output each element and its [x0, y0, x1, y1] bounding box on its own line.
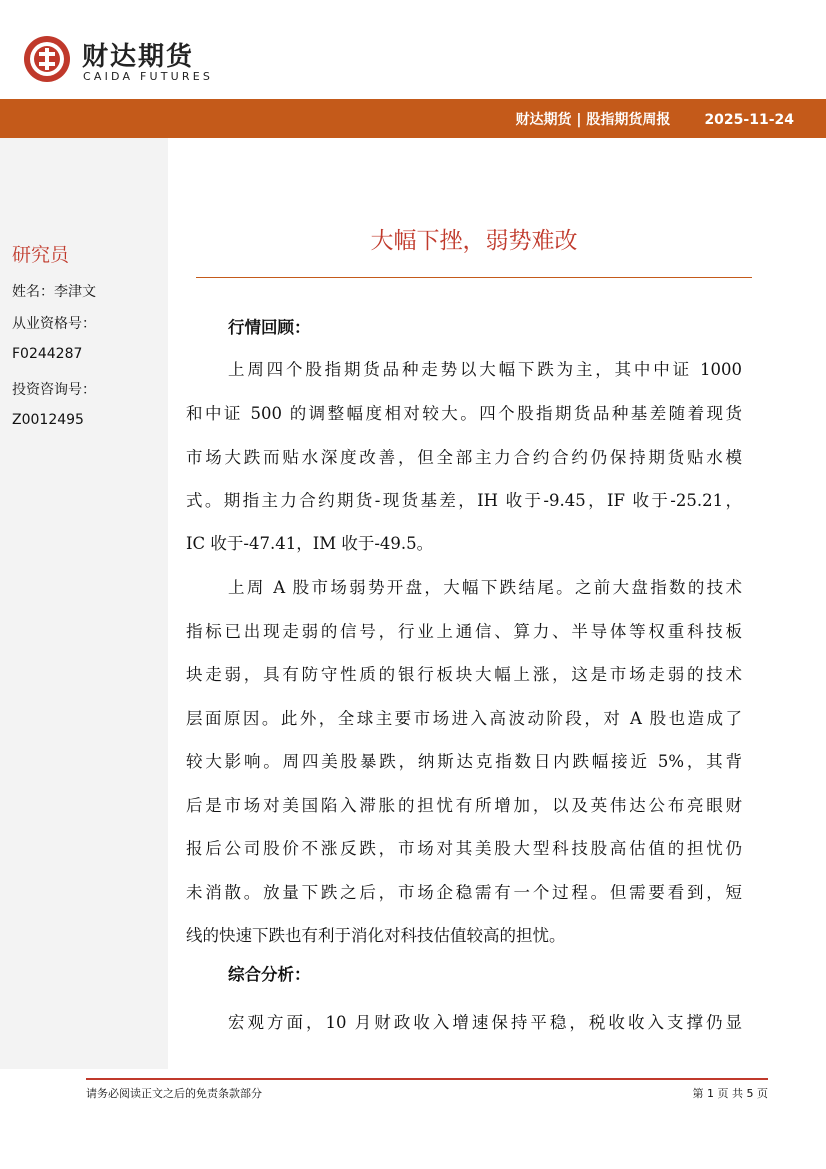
disclaimer-note: 请务必阅读正文之后的免责条款部分 [86, 1087, 262, 1100]
researcher-name: 姓名：李津文 [12, 284, 96, 300]
paragraph-line: 和中证 500 的调整幅度相对较大。四个股指期货品种基差随着现货 [186, 404, 742, 423]
caida-logo-icon [22, 34, 72, 84]
paragraph-line: 宏观方面，10 月财政收入增速保持平稳，税收收入支撑仍显 [228, 1013, 742, 1032]
report-title: 大幅下挫，弱势难改 [370, 228, 578, 254]
paragraph-line: 未消散。放量下跌之后，市场企稳需有一个过程。但需要看到，短 [186, 883, 742, 902]
title-divider [196, 277, 752, 278]
sidebar-title: 研究员 [12, 244, 70, 266]
paragraph-line: 上周四个股指期货品种走势以大幅下跌为主，其中中证 1000 [228, 360, 742, 379]
paragraph-line: 后是市场对美国陷入滞胀的担忧有所增加，以及英伟达公布亮眼财 [186, 796, 742, 815]
consult-number: Z0012495 [12, 412, 84, 428]
paragraph-line: 式。期指主力合约期货-现货基差，IH 收于-9.45，IF 收于-25.21， [186, 491, 742, 510]
header-band-text [516, 99, 794, 138]
footer-divider [86, 1078, 768, 1080]
section-heading-review: 行情回顾： [228, 318, 311, 337]
paragraph-line: 上周 A 股市场弱势开盘，大幅下跌结尾。之前大盘指数的技术 [228, 578, 742, 597]
paragraph-line: 市场大跌而贴水深度改善，但全部主力合约合约仍保持期货贴水模 [186, 448, 742, 467]
paragraph-line: 指标已出现走弱的信号，行业上通信、算力、半导体等权重科技板 [186, 622, 742, 641]
qualification-number: F0244287 [12, 346, 83, 362]
paragraph-line: 块走弱，具有防守性质的银行板块大幅上涨，这是市场走弱的技术 [186, 665, 742, 684]
section-heading-analysis: 综合分析： [228, 965, 311, 984]
paragraph-line: 报后公司股价不涨反跌，市场对其美股大型科技股高估值的担忧仍 [186, 839, 742, 858]
header-band [0, 99, 826, 138]
paragraph-line: 层面原因。此外，全球主要市场进入高波动阶段，对 A 股也造成了 [186, 709, 742, 728]
paragraph-line: IC 收于-47.41，IM 收于-49.5。 [186, 534, 434, 553]
company-logo [22, 34, 222, 86]
researcher-sidebar [0, 138, 168, 1069]
report-date: 2025-11-24 [704, 112, 794, 128]
report-series-label: 财达期货 | 股指期货周报 [515, 112, 671, 128]
paragraph-line: 较大影响。周四美股暴跌，纳斯达克指数日内跌幅接近 5%，其背 [186, 752, 742, 771]
paragraph-line: 线的快速下跌也有利于消化对科技估值较高的担忧。 [186, 926, 566, 945]
page-number: 第 1 页 共 5 页 [692, 1087, 768, 1100]
logo-english-name: CAIDA FUTURES [83, 70, 214, 83]
qualification-label: 从业资格号： [12, 316, 96, 332]
consult-label: 投资咨询号： [12, 382, 96, 398]
logo-chinese-name: 财达期货 [82, 42, 195, 72]
